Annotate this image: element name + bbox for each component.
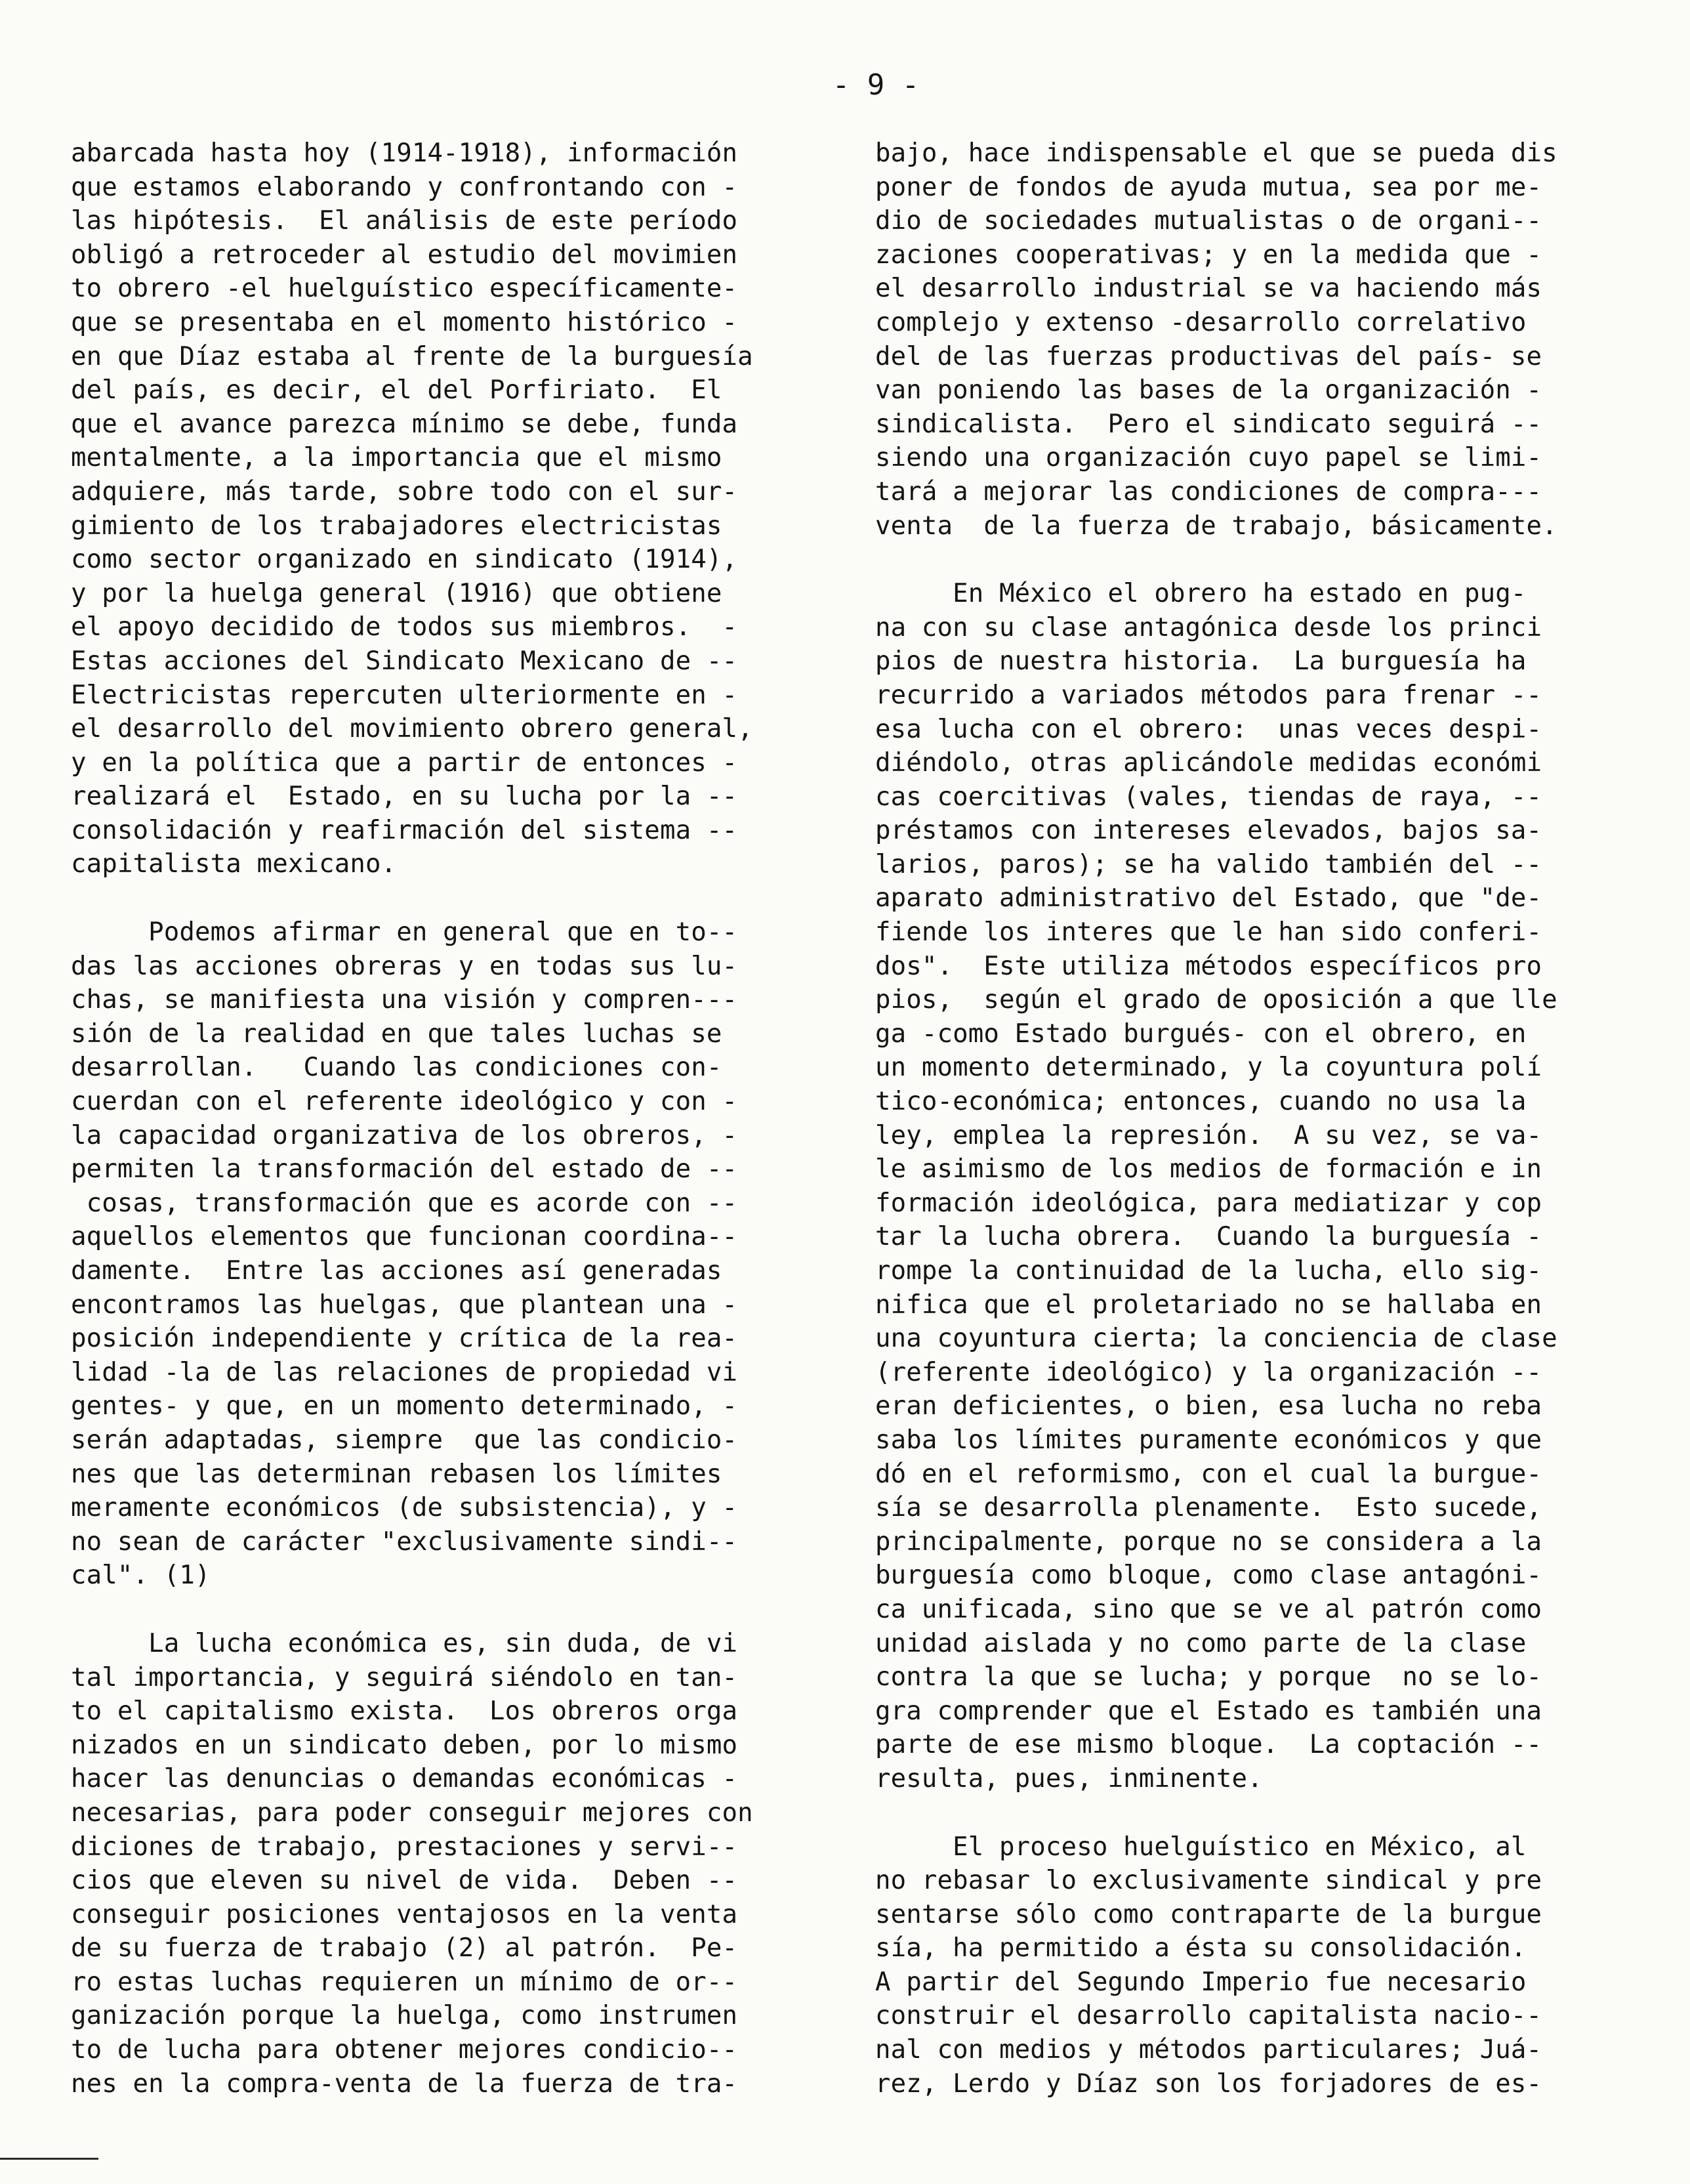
text-line: pios de nuestra historia. La burguesía ha bbox=[875, 646, 1527, 677]
text-line: tal importancia, y seguirá siéndolo en tan- bbox=[71, 1662, 738, 1692]
text-line: recurrido a variados métodos para frenar -- bbox=[875, 680, 1542, 710]
text-line: to el capitalismo exista. Los obreros orga bbox=[71, 1696, 738, 1727]
text-line: lidad -la de las relaciones de propiedad vi bbox=[71, 1357, 738, 1387]
text-line: sía se desarrolla plenamente. Esto sucede, bbox=[875, 1493, 1542, 1523]
text-line: gentes- y que, en un momento determinado, - bbox=[71, 1391, 738, 1421]
text-line: mentalmente, a la importancia que el mismo bbox=[71, 443, 722, 473]
text-line: zaciones cooperativas; y en la medida que - bbox=[875, 240, 1542, 270]
text-line: las hipótesis. El análisis de este período bbox=[71, 206, 738, 236]
text-line: to de lucha para obtener mejores condicio-- bbox=[71, 2035, 738, 2065]
text-line: sía, ha permitido a ésta su consolidación. bbox=[875, 1933, 1527, 1964]
text-line: necesarias, para poder conseguir mejores con bbox=[71, 1797, 753, 1828]
text-line: ganización porque la huelga, como instrumen bbox=[71, 2001, 738, 2031]
text-line: capitalista mexicano. bbox=[71, 849, 397, 879]
right-column bbox=[875, 136, 1623, 2101]
text-line: nes en la compra-venta de la fuerza de tra- bbox=[71, 2068, 738, 2099]
text-line: Estas acciones del Sindicato Mexicano de -- bbox=[71, 646, 738, 676]
text-line: sión de la realidad en que tales luchas se bbox=[71, 1018, 722, 1049]
text-line: adquiere, más tarde, sobre todo con el sur- bbox=[71, 476, 738, 507]
scan-edge-mark bbox=[0, 2158, 98, 2160]
text-line: cuerdan con el referente ideológico y con - bbox=[71, 1087, 738, 1117]
text-line: encontramos las huelgas, que plantean una - bbox=[71, 1290, 738, 1320]
text-line: chas, se manifiesta una visión y compren--- bbox=[71, 985, 738, 1015]
text-line: saba los límites puramente económicos y que bbox=[875, 1425, 1542, 1455]
text-line: el apoyo decidido de todos sus miembros. - bbox=[71, 612, 738, 642]
text-line: tico-económica; entonces, cuando no usa la bbox=[875, 1087, 1527, 1117]
text-line: posición independiente y crítica de la rea- bbox=[71, 1324, 738, 1354]
text-line: desarrollan. Cuando las condiciones con- bbox=[71, 1053, 722, 1083]
text-line: una coyuntura cierta; la conciencia de clase bbox=[875, 1324, 1557, 1354]
text-line: diciones de trabajo, prestaciones y servi-- bbox=[71, 1832, 738, 1862]
text-line: nes que las determinan rebasen los límites bbox=[71, 1459, 722, 1489]
text-line: realizará el Estado, en su lucha por la -- bbox=[71, 782, 738, 812]
text-line: poner de fondos de ayuda mutua, sea por me- bbox=[875, 172, 1542, 202]
text-line: complejo y extenso -desarrollo correlativo bbox=[875, 307, 1527, 337]
text-line: na con su clase antagónica desde los princi bbox=[875, 612, 1542, 642]
text-line: El proceso huelguístico en México, al bbox=[875, 1832, 1527, 1862]
text-line: ro estas luchas requieren un mínimo de or-- bbox=[71, 1967, 738, 1997]
text-line: un momento determinado, y la coyuntura polí bbox=[875, 1053, 1542, 1083]
text-line: aparato administrativo del Estado, que "de- bbox=[875, 883, 1542, 914]
paragraph bbox=[71, 1627, 798, 2101]
text-line: ley, emplea la represión. A su vez, se va- bbox=[875, 1120, 1542, 1150]
text-line: el desarrollo industrial se va haciendo más bbox=[875, 274, 1542, 304]
text-line: del país, es decir, el del Porfiriato. El bbox=[71, 375, 722, 406]
text-line: La lucha económica es, sin duda, de vi bbox=[71, 1628, 738, 1658]
text-line: formación ideológica, para mediatizar y cop bbox=[875, 1188, 1542, 1218]
text-line: burguesía como bloque, como clase antagóni- bbox=[875, 1561, 1542, 1591]
text-line: y por la huelga general (1916) que obtiene bbox=[71, 578, 722, 608]
text-line: gra comprender que el Estado es también una bbox=[875, 1696, 1542, 1726]
text-line: cal". (1) bbox=[71, 1561, 211, 1591]
paragraph bbox=[71, 136, 798, 881]
text-line: venta de la fuerza de trabajo, básicamente. bbox=[875, 511, 1557, 541]
text-line: rez, Lerdo y Díaz son los forjadores de es- bbox=[875, 2068, 1542, 2099]
paragraph bbox=[71, 915, 798, 1593]
text-line: unidad aislada y no como parte de la clase bbox=[875, 1628, 1527, 1658]
text-line: que se presentaba en el momento histórico - bbox=[71, 307, 738, 337]
text-line: que el avance parezca mínimo se debe, funda bbox=[71, 409, 738, 439]
text-line: parte de ese mismo bloque. La coptación -- bbox=[875, 1730, 1542, 1760]
text-line: meramente económicos (de subsistencia), y - bbox=[71, 1493, 738, 1523]
text-line: cas coercitivas (vales, tiendas de raya, -- bbox=[875, 782, 1542, 812]
text-line: principalmente, porque no se considera a la bbox=[875, 1526, 1542, 1557]
text-line: cios que eleven su nivel de vida. Deben -- bbox=[71, 1866, 738, 1896]
paragraph bbox=[875, 136, 1623, 543]
text-line: ga -como Estado burgués- con el obrero, en bbox=[875, 1018, 1527, 1049]
text-line: esa lucha con el obrero: unas veces despi- bbox=[875, 714, 1542, 744]
text-line: tar la lucha obrera. Cuando la burguesía - bbox=[875, 1222, 1542, 1252]
text-line: gimiento de los trabajadores electricistas bbox=[71, 511, 722, 541]
text-line: Podemos afirmar en general que en to-- bbox=[71, 917, 738, 948]
text-line: diéndolo, otras aplicándole medidas económi bbox=[875, 748, 1542, 778]
text-line: nizados en un sindicato deben, por lo mismo bbox=[71, 1730, 738, 1760]
text-line: hacer las denuncias o demandas económicas - bbox=[71, 1764, 738, 1794]
text-line: rompe la continuidad de la lucha, ello sig- bbox=[875, 1256, 1542, 1286]
text-line: damente. Entre las acciones así generadas bbox=[71, 1256, 722, 1286]
text-line: nifica que el proletariado no se hallaba en bbox=[875, 1290, 1542, 1320]
text-line: tará a mejorar las condiciones de compra--- bbox=[875, 476, 1542, 507]
paragraph bbox=[875, 577, 1623, 1796]
text-line: le asimismo de los medios de formación e in bbox=[875, 1154, 1542, 1185]
text-line: construir el desarrollo capitalista nacio-- bbox=[875, 2001, 1542, 2031]
text-line: larios, paros); se ha valido también del -- bbox=[875, 849, 1542, 879]
text-line: la capacidad organizativa de los obreros, - bbox=[71, 1120, 738, 1150]
text-line: y en la política que a partir de entonces - bbox=[71, 747, 738, 778]
text-line: obligó a retroceder al estudio del movimien bbox=[71, 240, 738, 270]
text-line: préstamos con intereses elevados, bajos sa- bbox=[875, 816, 1542, 846]
text-line: resulta, pues, inminente. bbox=[875, 1763, 1263, 1794]
text-line: en que Díaz estaba al frente de la burguesía bbox=[71, 341, 753, 371]
left-column bbox=[71, 136, 798, 2101]
text-line: dio de sociedades mutualistas o de organi-- bbox=[875, 206, 1542, 236]
text-line: dó en el reformismo, con el cual la burgue- bbox=[875, 1459, 1542, 1489]
text-line: el desarrollo del movimiento obrero general, bbox=[71, 714, 753, 744]
text-line: eran deficientes, o bien, esa lucha no reba bbox=[875, 1391, 1542, 1421]
text-line: consolidación y reafirmación del sistema -- bbox=[71, 815, 738, 845]
text-line: Electricistas repercuten ulteriormente en - bbox=[71, 680, 738, 710]
text-line: abarcada hasta hoy (1914-1918), información bbox=[71, 138, 738, 168]
text-line: dos". Este utiliza métodos específicos pro bbox=[875, 951, 1542, 981]
text-line: das las acciones obreras y en todas sus lu- bbox=[71, 951, 738, 981]
text-line: de su fuerza de trabajo (2) al patrón. Pe- bbox=[71, 1933, 738, 1964]
text-line: pios, según el grado de oposición a que lle bbox=[875, 985, 1557, 1015]
text-line: contra la que se lucha; y porque no se lo- bbox=[875, 1662, 1542, 1692]
page-number: - 9 - bbox=[832, 68, 920, 102]
text-line: serán adaptadas, siempre que las condicio- bbox=[71, 1425, 738, 1455]
paragraph bbox=[875, 1830, 1623, 2101]
text-line: (referente ideológico) y la organización -- bbox=[875, 1357, 1542, 1387]
text-line: aquellos elementos que funcionan coordina-- bbox=[71, 1222, 738, 1252]
text-line: En México el obrero ha estado en pug- bbox=[875, 579, 1527, 609]
text-line: no sean de carácter "exclusivamente sindi-- bbox=[71, 1526, 738, 1557]
text-line: no rebasar lo exclusivamente sindical y pre bbox=[875, 1866, 1542, 1896]
text-line: bajo, hace indispensable el que se pueda dis bbox=[875, 138, 1557, 168]
text-line: van poniendo las bases de la organización - bbox=[875, 375, 1542, 406]
text-line: A partir del Segundo Imperio fue necesario bbox=[875, 1967, 1527, 1997]
text-line: nal con medios y métodos particulares; Juá- bbox=[875, 2035, 1542, 2065]
text-line: permiten la transformación del estado de -- bbox=[71, 1154, 738, 1185]
text-line: fiende los interes que le han sido conferi- bbox=[875, 917, 1542, 948]
text-line: cosas, transformación que es acorde con -- bbox=[71, 1188, 738, 1218]
text-line: siendo una organización cuyo papel se limi- bbox=[875, 443, 1542, 473]
text-line: ca unificada, sino que se ve al patrón como bbox=[875, 1594, 1542, 1624]
text-line: to obrero -el huelguístico específicamente- bbox=[71, 274, 738, 304]
text-line: sindicalista. Pero el sindicato seguirá -- bbox=[875, 409, 1542, 439]
text-line: que estamos elaborando y confrontando con - bbox=[71, 172, 738, 202]
text-line: sentarse sólo como contraparte de la burgue bbox=[875, 1899, 1542, 1929]
text-line: como sector organizado en sindicato (1914), bbox=[71, 545, 738, 575]
text-line: conseguir posiciones ventajosos en la venta bbox=[71, 1899, 738, 1929]
text-line: del de las fuerzas productivas del país- se bbox=[875, 341, 1542, 371]
